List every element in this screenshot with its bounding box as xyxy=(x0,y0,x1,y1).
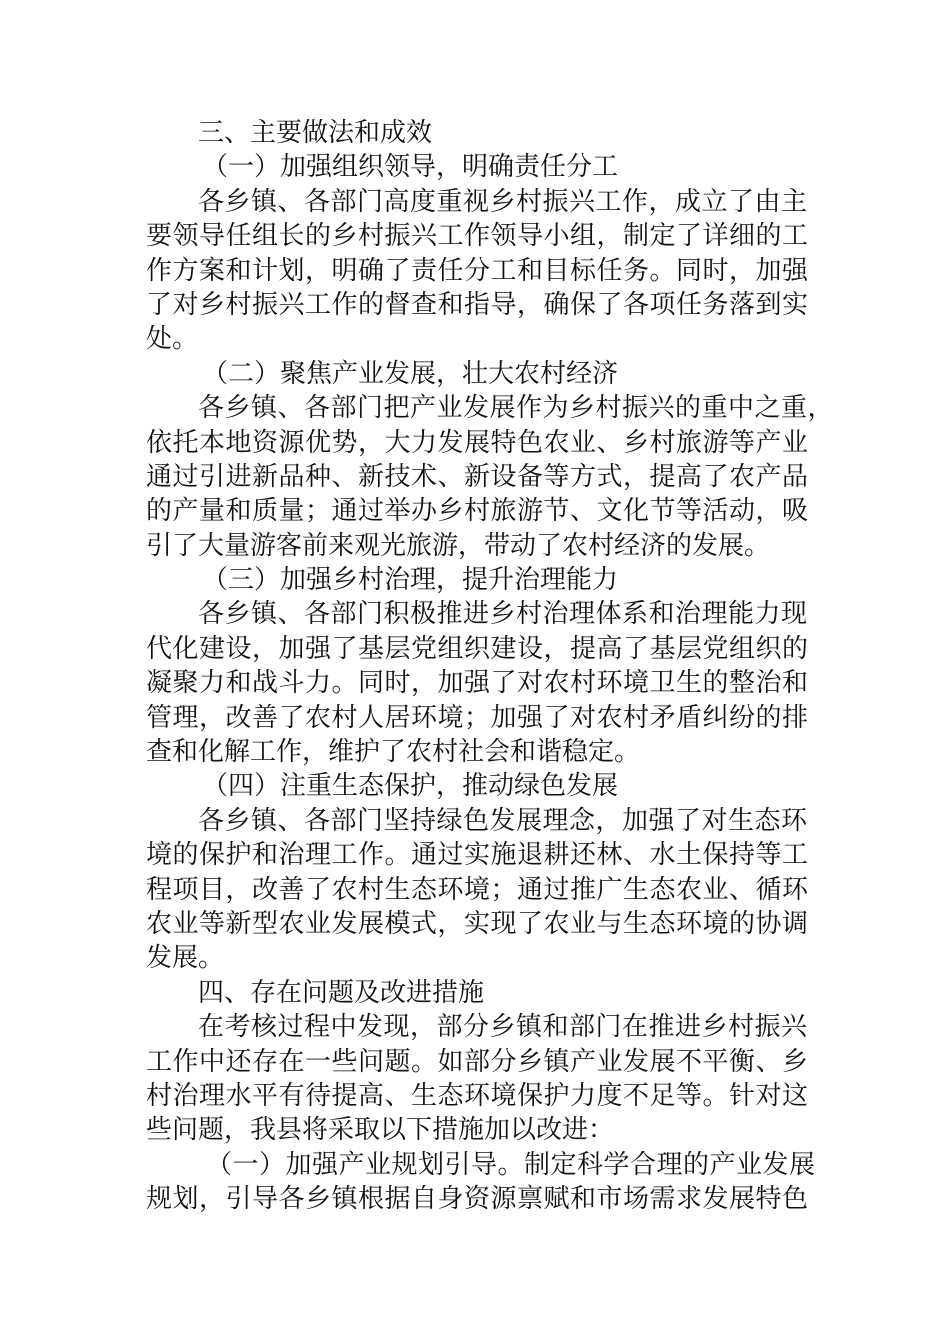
subsection-heading: （三）加强乡村治理，提升治理能力 xyxy=(202,565,619,596)
paragraph-line: 各乡镇、各部门坚持绿色发展理念，加强了对生态环 xyxy=(198,805,808,836)
paragraph-line: 发展。 xyxy=(146,943,225,974)
paragraph-line: 要领导任组长的乡村振兴工作领导小组，制定了详细的工 xyxy=(146,221,809,252)
document-body xyxy=(146,116,835,1217)
subsection-heading: （二）聚焦产业发展，壮大农村经济 xyxy=(202,358,619,389)
paragraph-line: 规划，引导各乡镇根据自身资源禀赋和市场需求发展特色 xyxy=(146,1184,809,1215)
paragraph-line: 查和化解工作，维护了农村社会和谐稳定。 xyxy=(146,737,641,768)
paragraph-line: 代化建设，加强了基层党组织建设，提高了基层党组织的 xyxy=(146,633,809,664)
paragraph-line: 各乡镇、各部门积极推进乡村治理体系和治理能力现 xyxy=(198,599,808,630)
paragraph-line: 依托本地资源优势，大力发展特色农业、乡村旅游等产业 xyxy=(146,427,809,458)
paragraph-line: 凝聚力和战斗力。同时，加强了对农村环境卫生的整治和 xyxy=(146,668,809,699)
subsection-heading: （一）加强组织领导，明确责任分工 xyxy=(202,152,619,183)
paragraph-line: 农业等新型农业发展模式，实现了农业与生态环境的协调 xyxy=(146,908,809,939)
paragraph-line: 处。 xyxy=(146,324,199,355)
section-heading: 三、主要做法和成效 xyxy=(198,118,433,148)
paragraph-line: 通过引进新品种、新技术、新设备等方式，提高了农产品 xyxy=(146,461,809,492)
paragraph-line: 管理，改善了农村人居环境；加强了对农村矛盾纠纷的排 xyxy=(146,702,809,733)
paragraph-line: 些问题，我县将采取以下措施加以改进： xyxy=(146,1115,615,1146)
paragraph-line: （一）加强产业规划引导。制定科学合理的产业发展 xyxy=(206,1149,816,1180)
paragraph-line: 村治理水平有待提高、生态环境保护力度不足等。针对这 xyxy=(146,1080,809,1111)
paragraph-line: 工作中还存在一些问题。如部分乡镇产业发展不平衡、乡 xyxy=(146,1046,809,1077)
subsection-heading: （四）注重生态保护，推动绿色发展 xyxy=(202,771,619,802)
paragraph-line: 各乡镇、各部门把产业发展作为乡村振兴的重中之重， xyxy=(198,393,835,424)
paragraph-line: 程项目，改善了农村生态环境；通过推广生态农业、循环 xyxy=(146,874,809,905)
section-heading: 四、存在问题及改进措施 xyxy=(198,977,485,1008)
paragraph-line: 引了大量游客前来观光旅游，带动了农村经济的发展。 xyxy=(146,530,771,561)
paragraph-line: 的产量和质量；通过举办乡村旅游节、文化节等活动，吸 xyxy=(146,496,809,527)
paragraph-line: 了对乡村振兴工作的督查和指导，确保了各项任务落到实 xyxy=(146,289,809,320)
paragraph-line: 境的保护和治理工作。通过实施退耕还林、水土保持等工 xyxy=(146,840,809,871)
paragraph-line: 各乡镇、各部门高度重视乡村振兴工作，成立了由主 xyxy=(198,186,808,217)
paragraph-line: 在考核过程中发现，部分乡镇和部门在推进乡村振兴 xyxy=(198,1012,808,1043)
paragraph-line: 作方案和计划，明确了责任分工和目标任务。同时，加强 xyxy=(146,255,809,286)
